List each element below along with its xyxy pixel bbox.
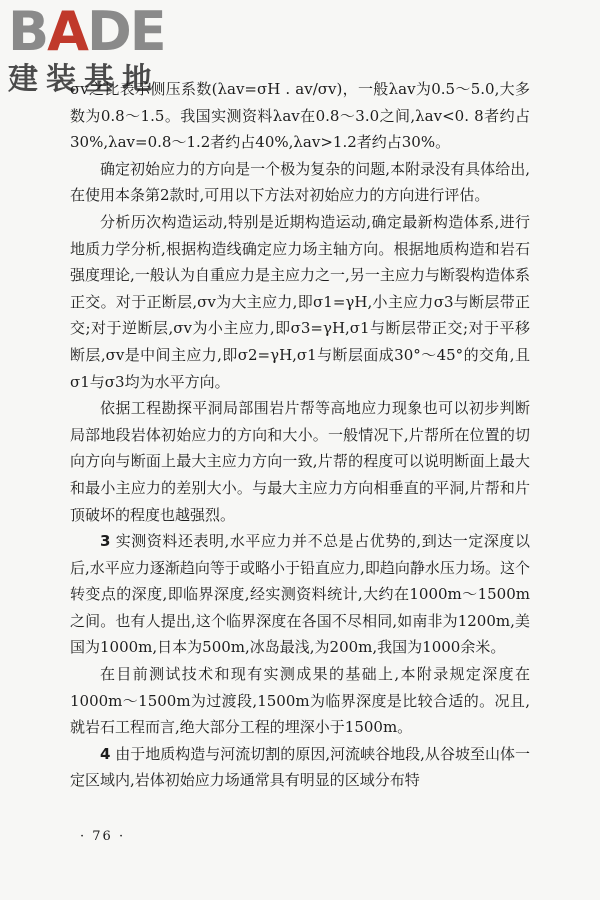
item-number: 3 bbox=[100, 532, 111, 551]
paragraph-3: 分析历次构造运动,特别是近期构造运动,确定最新构造体系,进行地质力学分析,根据构造线确定应力场主轴方向。根据地质构造和岩石强度理论,一般认为自重应力是主应力之一,另一主应力与断裂构造体系正交。对于正断层,σv为大主应力,即σ1=γH,小主应力σ3与断层带正交;对于逆断层,σv为小主应力,即σ3=γH,σ1与断层带正交;对于平移断层,σv是中间主应力,即σ2=γH,σ1与断层面成30°～45°的交角,且σ1与σ3均为水平方向。 bbox=[70, 212, 530, 391]
paragraph-4: 依据工程勘探平洞局部围岩片帮等高地应力现象也可以初步判断局部地段岩体初始应力的方向和大小。一般情况下,片帮所在位置的切向方向与断面上最大主应力方向一致,片帮的程度可以说明断面上最大和最小主应力的差别大小。与最大主应力方向相垂直的平洞,片帮和片顶破坏的程度也越强烈。 bbox=[70, 399, 530, 524]
paragraph-2: 确定初始应力的方向是一个极为复杂的问题,本附录没有具体给出,在使用本条第2款时,可用以下方法对初始应力的方向进行评估。 bbox=[70, 159, 530, 205]
logo-subtitle: 建装基地 bbox=[8, 62, 160, 97]
logo-wordmark: BADE bbox=[8, 0, 165, 63]
paragraph-6: 在目前测试技术和现有实测成果的基础上,本附录规定深度在1000m～1500m为过渡段,1500m为临界深度是比较合适的。况且,就岩石工程而言,绝大部分工程的埋深小于1500m。 bbox=[70, 665, 530, 737]
paragraph-5: 3 实测资料还表明,水平应力并不总是占优势的,到达一定深度以后,水平应力逐渐趋向等于或略小于铅直应力,即趋向静水压力场。这个转变点的深度,即临界深度,经实测资料统计,大约在1000m～1500m之间。也有人提出,这个临界深度在各国不尽相同,如南非为1200m,美国为1000m,日本为500m,冰岛最浅,为200m,我国为1000余米。 bbox=[70, 532, 530, 657]
paragraph-1: σv之比表示侧压系数(λav=σH . av/σv)，一般λav为0.5～5.0,大多数为0.8～1.5。我国实测资料λav在0.8～3.0之间,λav<0. 8者约占30%,λav=0.8～1.2者约占40%,λav>1.2者约占30%。 bbox=[70, 80, 530, 152]
paragraph-7: 4 由于地质构造与河流切割的原因,河流峡谷地段,从谷坡至山体一定区域内,岩体初始应力场通常具有明显的区域分布特 bbox=[70, 744, 530, 790]
item-number: 4 bbox=[100, 744, 111, 763]
document-body bbox=[70, 76, 530, 794]
page-number: · 76 · bbox=[80, 829, 126, 844]
